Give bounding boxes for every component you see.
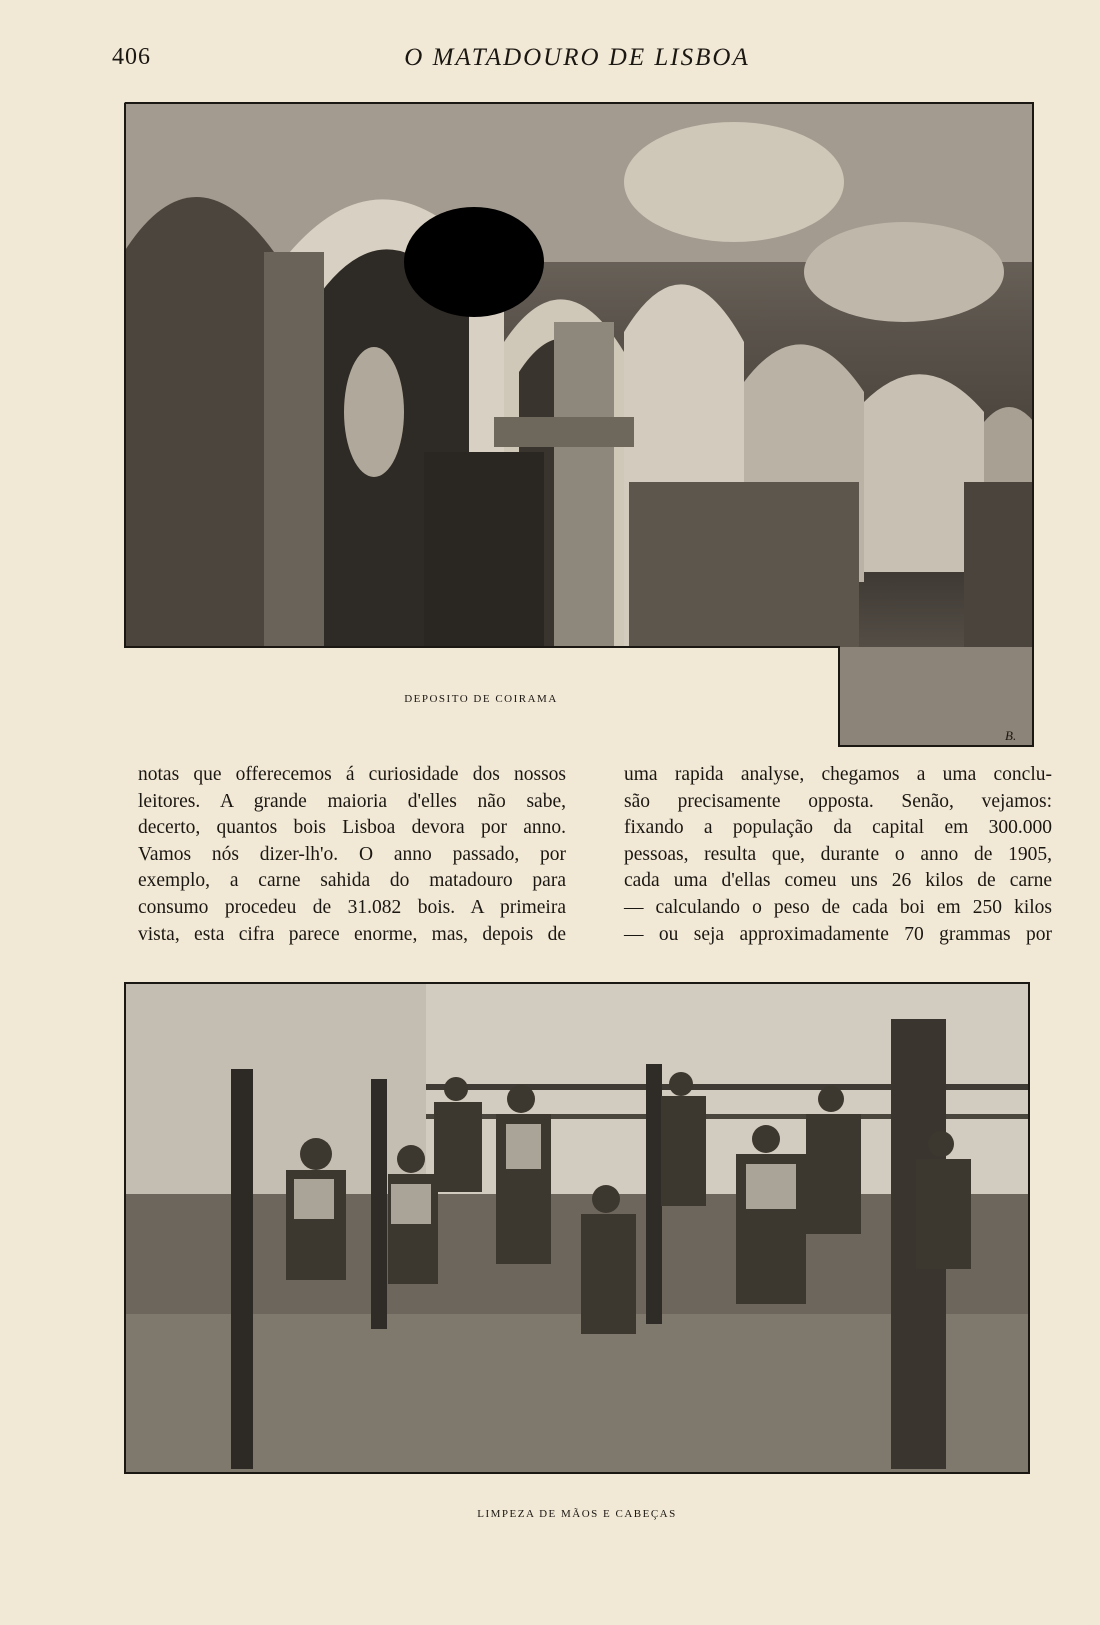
photo-hide-depot — [124, 102, 1034, 747]
text-column-left — [138, 762, 566, 948]
text-line: — calculando o peso de cada boi em 250 kilos — [624, 896, 1052, 918]
text-line: leitores. A grande maioria d'elles não sabe, — [138, 790, 566, 812]
photo-workers-illustration — [126, 984, 1028, 1472]
text-column-right — [624, 762, 1052, 948]
text-line: Vamos nós dizer-lh'o. O anno passado, por — [138, 843, 566, 865]
text-line: uma rapida analyse, chegamos a uma conclu- — [624, 764, 1052, 785]
page-header — [112, 40, 1042, 76]
caption-hide-depot: DEPOSITO DE COIRAMA — [404, 693, 558, 705]
text-line: são precisamente opposta. Senão, vejamos: — [624, 790, 1052, 812]
text-line: decerto, quantos bois Lisboa devora por anno. — [138, 817, 566, 839]
caption-workers: LIMPEZA DE MÃOS E CABEÇAS — [477, 1508, 677, 1520]
photo-hide-depot-illustration — [124, 102, 1034, 747]
page-number: 406 — [112, 44, 151, 70]
text-line: vista, esta cifra parece enorme, mas, depois de — [138, 923, 566, 945]
text-line: exemplo, a carne sahida do matadouro para — [138, 870, 566, 892]
text-line: pessoas, resulta que, durante o anno de 1905, — [624, 843, 1052, 865]
text-line: cada uma d'ellas comeu uns 26 kilos de carne — [624, 870, 1052, 892]
text-line: — ou seja approximadamente 70 grammas por — [624, 923, 1052, 945]
photo-workers — [124, 982, 1030, 1474]
body-text — [138, 762, 1052, 948]
text-line: fixando a população da capital em 300.000 — [624, 817, 1052, 839]
text-line: notas que offerecemos á curiosidade dos nossos — [138, 764, 566, 785]
text-line: consumo procedeu de 31.082 bois. A primeira — [138, 896, 566, 918]
photo-signature: B. — [1005, 728, 1017, 743]
running-title: O MATADOURO DE LISBOA — [404, 44, 750, 71]
